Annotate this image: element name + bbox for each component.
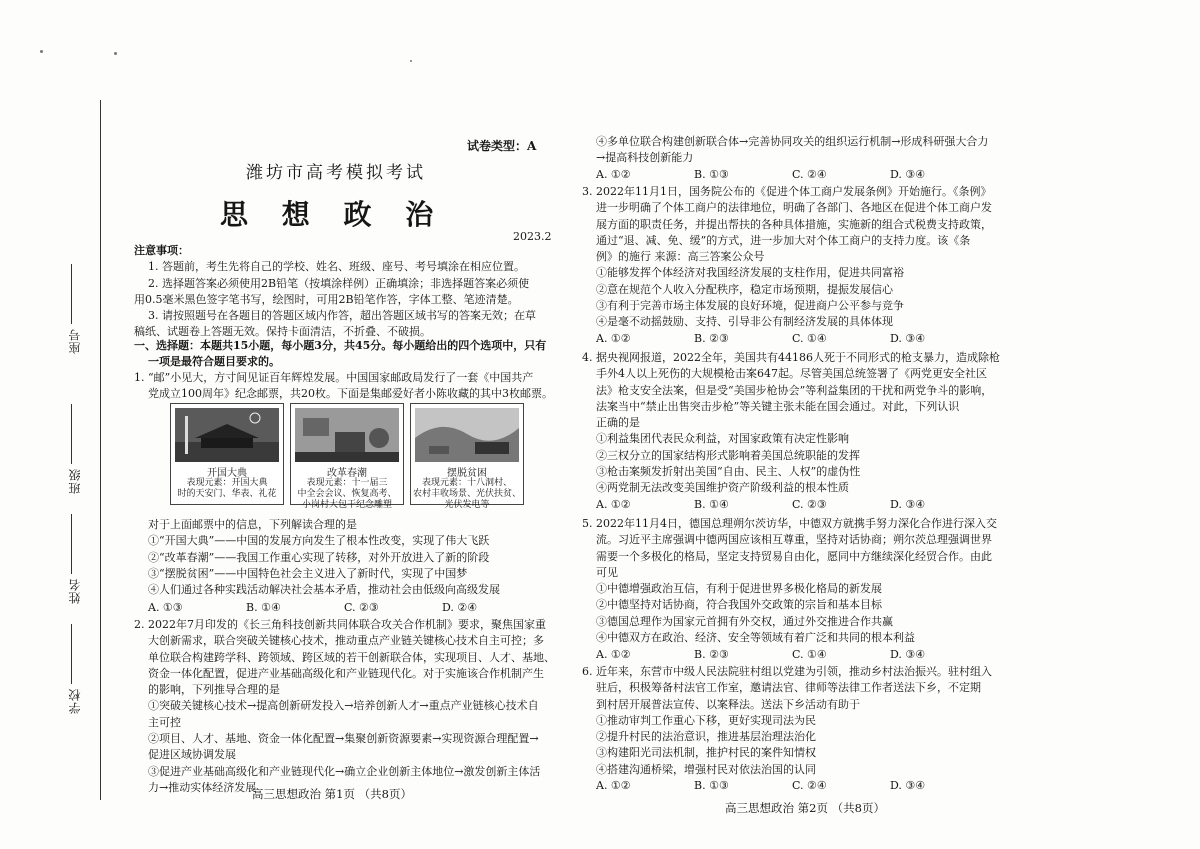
q4-option-b: B. ①④	[694, 498, 729, 511]
footer-page-1: 高三思想政治 第1页 （共8页）	[252, 787, 412, 801]
page-1	[0, 0, 580, 849]
q5-line: 可见	[596, 565, 618, 579]
q6-option-a: A. ①②	[596, 779, 631, 792]
q6-line: 驻后，积极筹备村法官工作室，邀请法官、律师等法律工作者送法下乡，不定期	[596, 681, 981, 695]
q5-option-d: D. ③④	[890, 648, 926, 661]
q4-line: 法案当中“禁止出售突击步枪”等关键主张未能在国会通过。对此，下列认识	[596, 399, 960, 413]
q4-line: 4. 据央视网报道，2022全年，美国共有44186人死于不同形式的枪支暴力，造成除枪	[582, 351, 1000, 364]
notes	[134, 243, 554, 341]
q6-item: ③构建阳光司法机制，推护村民的案件知情权	[596, 746, 816, 760]
q4-option-a: A. ①②	[596, 498, 631, 511]
q6-item: ①推动审判工作重心下移，更好实现司法为民	[596, 713, 816, 727]
stamp-desc	[411, 478, 523, 511]
q6-option-c: C. ②④	[792, 779, 827, 792]
note-line: 1. 答题前，考生先将自己的学校、姓名、班级、座号、考号填涂在相应位置。	[148, 260, 525, 274]
scan-speck	[114, 52, 117, 55]
q3-option-d: D. ③④	[890, 332, 926, 345]
binding-school: 学校	[66, 620, 83, 714]
stamp-kaiguo	[170, 403, 284, 505]
stamp-name: 改革春潮	[327, 468, 367, 479]
q4-item: ①利益集团代表民众利益，对国家政策有决定性影响	[596, 432, 849, 446]
q2-option-a: A. ①②	[596, 168, 631, 181]
q2-line: 单位联合构建跨学科、跨领域、跨区域的若干创新联合体，实现项目、人才、基地、	[148, 650, 555, 664]
q1-options	[148, 601, 540, 614]
footer-page-2: 高三思想政治 第2页 （共8页）	[725, 801, 885, 815]
question-1-items	[148, 517, 558, 598]
q2-option-d: D. ③④	[890, 168, 926, 181]
q1-option-a: A. ①③	[148, 601, 183, 614]
q2-item: ④多单位联合构建创新联合体→完善协同攻关的组织运行机制→形成科研强大合力	[596, 135, 989, 148]
q3-item: ③有利于完善市场主体发展的良好环境，促进商户公平参与竞争	[596, 299, 904, 313]
q2-line: 大创新需求，联合突破关键核心技术，推动重点产业链关键核心技术自主可控；多	[148, 634, 544, 648]
q2-item: ②项目、人才、基地、资金一体化配置→集聚创新资源要素→实现资源合理配置→	[148, 732, 539, 746]
q3-line: 3. 2022年11月1日，国务院公布的《促进个体工商户发展条例》开始施行。《条例》	[582, 185, 992, 198]
q5-item: ②中德坚持对话协商，符合我国外交政策的宗旨和基本目标	[596, 598, 882, 612]
q2-item: →提高科技创新能力	[596, 151, 694, 165]
q5-option-b: B. ②③	[694, 648, 729, 661]
q1-line: 党成立100周年》纪念邮票，共20枚。下面是集邮爱好者小陈收藏的其中3枚邮票。	[148, 387, 553, 401]
q3-item: ②意在规范个人收入分配秩序，稳定市场预期，提振发展信心	[596, 282, 893, 296]
q5-line: 流。习近平主席强调中德两国应该相互尊重，坚持对话协商；朔尔茨总理强调世界	[596, 533, 992, 547]
q6-line: 到村居开展普法宣传、以案释法。送法下乡活动有助于	[596, 697, 860, 711]
binding-class: 班级	[66, 400, 83, 494]
notes-title: 注意事项：	[134, 244, 189, 257]
q5-item: ①中德增强政治互信，有利于促进世界多极化格局的新发展	[596, 582, 882, 596]
question-4	[582, 350, 1012, 497]
q3-item: ④是毫不动摇鼓励、支持、引导非公有制经济发展的具体体现	[596, 315, 893, 329]
q3-option-b: B. ②③	[694, 332, 729, 345]
section-line: 一、选择题：本题共15小题，每小题3分，共45分。每小题给出的四个选项中，只有	[134, 339, 547, 352]
q4-option-c: C. ②③	[792, 498, 827, 511]
q1-item: ①“开国大典”——中国的发展方向发生了根本性改变，实现了伟大飞跃	[148, 534, 490, 548]
stamp-desc-line: 小岗村大包干纪念雕塑	[301, 500, 392, 510]
q6-option-d: D. ③④	[890, 779, 926, 792]
q4-line: 法》枪支安全法案，但是受“美国步枪协会”等利益集团的干扰和两党争斗的影响，	[596, 383, 993, 397]
binding-seat: 座号	[66, 260, 83, 354]
q6-item: ②提升村民的法治意识，推进基层治理法治化	[596, 730, 816, 744]
q6-line: 6. 近年来，东营市中级人民法院驻村组以党建为引领，推动乡村法治振兴。驻村组入	[582, 665, 992, 678]
q1-option-c: C. ②③	[344, 601, 379, 614]
stamp-image-tiananmen	[175, 408, 279, 462]
note-line: 用0.5毫米黑色签字笔书写，绘图时，可用2B铅笔作答，字体工整、笔迹清楚。	[134, 292, 519, 306]
q4-item: ④两党制无法改变美国维护资产阶级利益的根本性质	[596, 481, 849, 495]
q2-item: 力→推动实体经济发展	[148, 780, 257, 794]
stamp-desc-line: 表现元素：开国大典	[186, 478, 268, 488]
q3-line: 例》的施行 来源：高三答案公众号	[596, 250, 765, 264]
q1-item: ②“改革春潮”——我国工作重心实现了转移，对外开放进入了新的阶段	[148, 550, 490, 564]
stamp-desc-line: 表现元素：十一届三	[306, 478, 388, 488]
q3-options	[596, 332, 988, 345]
stamp-name: 开国大典	[207, 468, 247, 479]
q2-item: ①突破关键核心技术→提高创新研发投入→培养创新人才→重点产业链核心技术自	[148, 699, 539, 713]
stamp-desc-line: 表现元素：十八洞村、	[421, 478, 512, 488]
stamp-desc	[171, 478, 283, 500]
question-2	[134, 617, 559, 796]
stamp-gaige	[290, 403, 404, 510]
q2-options	[596, 168, 988, 181]
subject-title: 思 想 政 治	[220, 198, 446, 231]
stamp-desc-line: 光伏发电等	[444, 500, 490, 510]
q1-option-d: D. ②④	[442, 601, 478, 614]
section-line: 一项是最符合题目要求的。	[148, 355, 280, 369]
section-heading	[134, 338, 554, 371]
exam-date: 2023.2	[513, 230, 552, 243]
q5-line: 5. 2022年11月4日，德国总理朔尔茨访华，中德双方就携手努力深化合作进行深入交	[582, 517, 997, 530]
stamp-desc	[291, 478, 403, 511]
q3-option-a: A. ①②	[596, 332, 631, 345]
q6-options	[596, 779, 988, 792]
q1-line: 1. “邮”小见大，方寸间见证百年辉煌发展。中国国家邮政局发行了一套《中国共产	[134, 371, 534, 384]
question-3	[582, 184, 1012, 331]
q5-item: ③德国总理作为国家元首拥有外交权，通过外交推进合作共赢	[596, 614, 893, 628]
stamp-desc-line: 中全会会议、恢复高考、	[297, 489, 397, 499]
q2-line: 2. 2022年7月印发的《长三角科技创新共同体联合攻关合作机制》要求，聚焦国家重	[134, 618, 546, 631]
q3-item: ①能够发挥个体经济对我国经济发展的支柱作用，促进共同富裕	[596, 266, 904, 280]
question-6	[582, 664, 1012, 778]
q1-item: ④人们通过各种实践活动解决社会基本矛盾，推动社会由低级向高级发展	[148, 583, 500, 597]
q5-option-c: C. ①④	[792, 648, 827, 661]
q1-stem: 对于上面邮票中的信息，下列解读合理的是	[148, 518, 357, 531]
stamp-name: 摆脱贫困	[447, 468, 487, 479]
q3-line: 通过“退、减、免、缓”的方式，进一步加大对个体工商户的支持力度。该《条	[596, 233, 971, 247]
q5-options	[596, 648, 988, 661]
q1-option-b: B. ①④	[246, 601, 281, 614]
q5-option-a: A. ①②	[596, 648, 631, 661]
question-1-stem	[134, 370, 554, 403]
paper-type: 试卷类型：A	[467, 139, 537, 153]
scan-speck	[410, 60, 412, 62]
q2-item: 主可控	[148, 715, 181, 729]
scan-speck	[40, 50, 43, 53]
q4-options	[596, 498, 988, 511]
q2-item: ③促进产业基础高级化和产业链现代化→确立企业创新主体地位→激发创新主体活	[148, 764, 541, 778]
q2-line: 资金一体化配置，促进产业基础高级化和产业链现代化。对于实施该合作机制产生	[148, 666, 544, 680]
q5-item: ④中德双方在政治、经济、安全等领域有着广泛和共同的根本利益	[596, 631, 915, 645]
q6-item: ④搭建沟通桥梁，增强村民对依法治国的认同	[596, 762, 816, 776]
q2-line: 的影响，下列推导合理的是	[148, 683, 280, 697]
note-line: 3. 请按照题号在各题目的答题区域内作答，超出答题区域书写的答案无效；在草	[148, 309, 536, 323]
binding-line	[100, 100, 101, 800]
q5-line: 需要一个多极化的格局，坚定支持贸易自由化，愿同中方继续深化经贸合作。由此	[596, 549, 992, 563]
q6-option-b: B. ①③	[694, 779, 729, 792]
stamp-image-village	[415, 408, 519, 462]
q2-option-b: B. ①③	[694, 168, 729, 181]
q4-line: 手外4人以上死伤的大规模枪击案647起。尽管美国总统签署了《两党更安全社区	[596, 367, 987, 381]
q4-line: 正确的是	[596, 416, 640, 430]
binding-name: 姓名	[66, 510, 83, 604]
exam-name: 潍坊市高考模拟考试	[246, 163, 426, 183]
q3-line: 进一步明确了个体工商户的法律地位，明确了各部门、各地区在促进个体工商户发	[596, 201, 992, 215]
q4-item: ③枪击案频发折射出美国“自由、民主、人权”的虚伪性	[596, 465, 861, 479]
question-5	[582, 516, 1012, 646]
page-2	[580, 0, 1200, 849]
q4-option-d: D. ③④	[890, 498, 926, 511]
q3-line: 展方面的职责任务，并提出帮扶的各种具体措施，实施新的组合式税费支持政策，	[596, 217, 992, 231]
note-line: 稿纸、试题卷上答题无效。保持卡面清洁，不折叠、不破损。	[134, 325, 431, 339]
q2-option-c: C. ②④	[792, 168, 827, 181]
question-2-continued	[596, 134, 1016, 167]
stamp-desc-line: 时的天安门、华表、礼花	[177, 489, 277, 499]
q2-item: 促进区域协调发展	[148, 748, 236, 762]
q4-item: ②三权分立的国家结构形式影响着美国总统职能的发挥	[596, 448, 860, 462]
note-line: 2. 选择题答案必须使用2B铅笔（按填涂样例）正确填涂；非选择题答案必须使	[148, 276, 530, 290]
stamp-gallery	[170, 403, 524, 510]
stamp-image-reform	[295, 408, 399, 462]
stamp-desc-line: 农村丰收场景、光伏扶贫、	[412, 489, 521, 499]
q3-option-c: C. ①④	[792, 332, 827, 345]
q1-item: ③“摆脱贫困”——中国特色社会主义进入了新时代，实现了中国梦	[148, 566, 468, 580]
stamp-baituo	[410, 403, 524, 510]
